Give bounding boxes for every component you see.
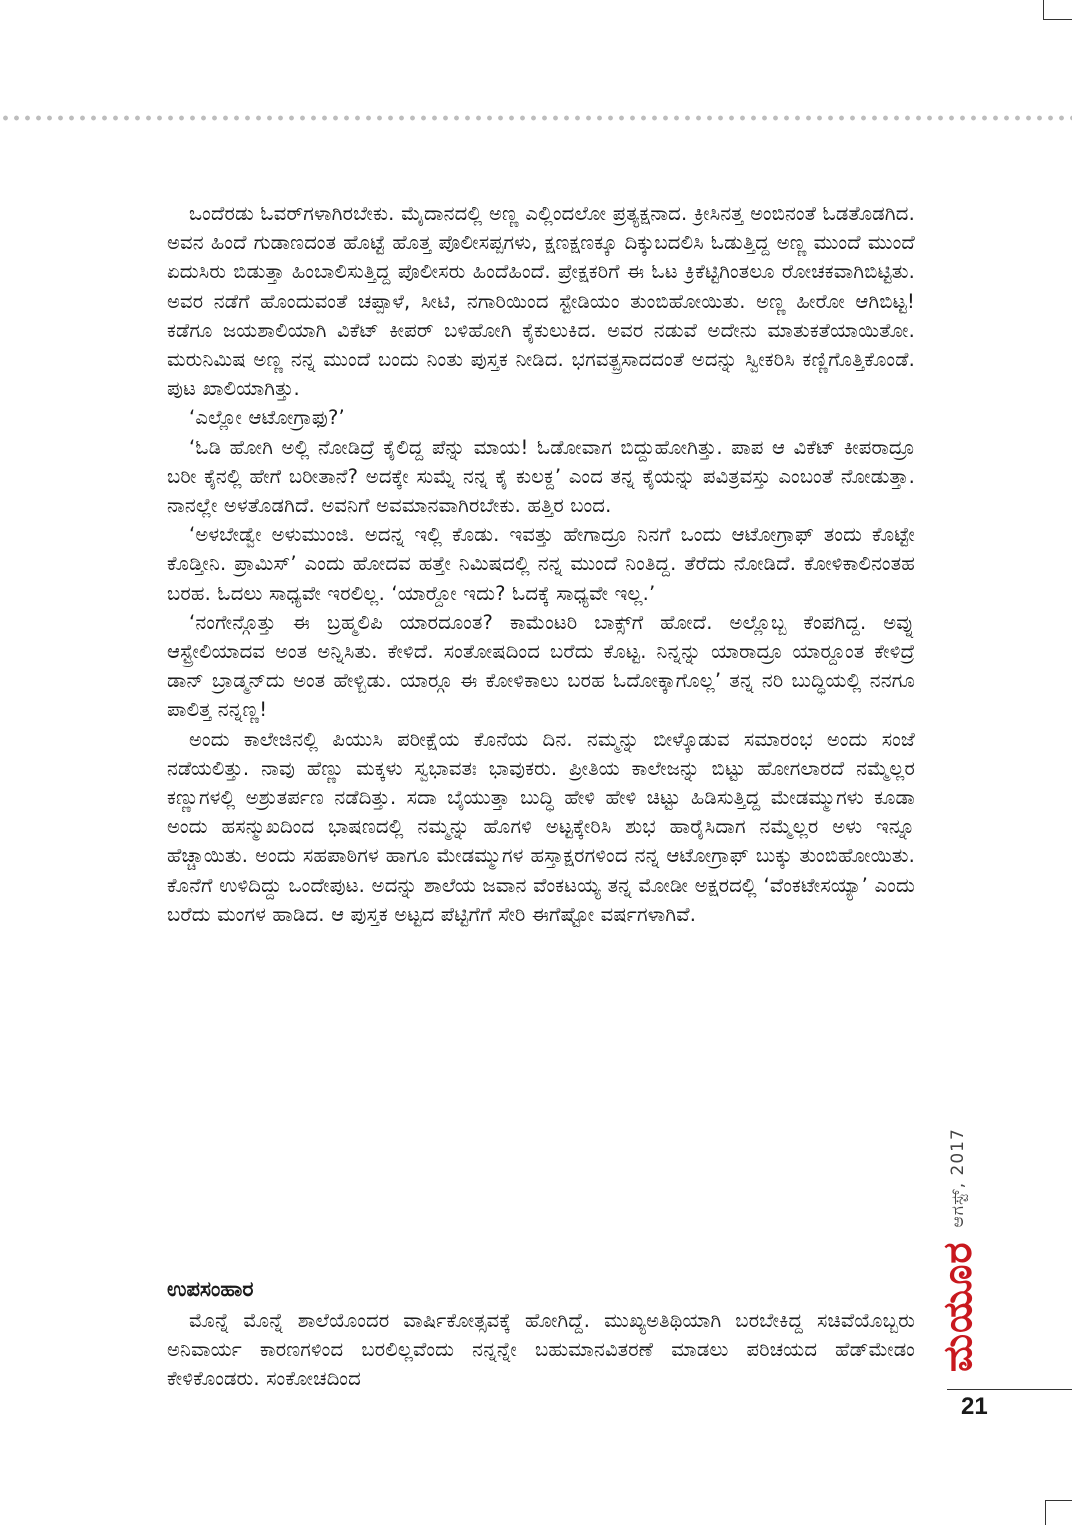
page-number: 21 [961, 1393, 988, 1420]
paragraph-2: ‘ಎಲ್ಲೋ ಆಟೋಗ್ರಾಫು?’ [189, 406, 345, 430]
magazine-sidebar [935, 1128, 981, 1372]
magazine-logo: ಮಯೂರ [935, 1241, 981, 1372]
paragraph-1: ಒಂದೆರಡು ಓವರ್‌ಗಳಾಗಿರಬೇಕು. ಮೈದಾನದಲ್ಲಿ ಅಣ್ಣ ಎಲ್ಲಿಂದಲೋ ಪ್ರತ್ಯಕ್ಷನಾದ. ಕ್ರೀಸಿನತ್ತ ಅಂಬಿನಂತೆ ಓಡತೊಡಗಿದ. ಅವನ ಹಿಂದೆ ಗುಡಾಣದಂತ ಹೊಟ್ಟೆ ಹೊತ್ತ ಪೊಲೀಸಪ್ಪಗಳು, ಕ್ಷಣಕ್ಷಣಕ್ಕೂ ದಿಕ್ಕುಬದಲಿಸಿ ಓಡುತ್ತಿದ್ದ ಅಣ್ಣ ಮುಂದೆ ಮುಂದೆ ಏದುಸಿರು ಬಿಡುತ್ತಾ ಹಿಂಬಾಲಿಸುತ್ತಿದ್ದ ಪೊಲೀಸರು ಹಿಂದೆಹಿಂದೆ. ಪ್ರೇಕ್ಷಕರಿಗೆ ಈ ಓಟ ಕ್ರಿಕೆಟ್ಟಿಗಿಂತಲೂ ರೋಚಕವಾಗಿಬಿಟ್ಟಿತು. ಅವರ ನಡೆಗೆ ಹೊಂದುವಂತೆ ಚಪ್ಪಾಳೆ, ಸೀಟಿ, ನಗಾರಿಯಿಂದ ಸ್ಟೇಡಿಯಂ ತುಂಬಿಹೋಯಿತು. ಅಣ್ಣ ಹೀರೋ ಆಗಿಬಿಟ್ಟ! ಕಡೆಗೂ ಜಯಶಾಲಿಯಾಗಿ ವಿಕೆಟ್ ಕೀಪರ್ ಬಳಿಹೋಗಿ ಕೈಕುಲುಕಿದ. ಅವರ ನಡುವೆ ಅದೇನು ಮಾತುಕತೆಯಾಯಿತೋ. ಮರುನಿಮಿಷ ಅಣ್ಣ ನನ್ನ ಮುಂದೆ ಬಂದು ನಿಂತು ಪುಸ್ತಕ ನೀಡಿದ. ಭಗವತ್ಪ್ರಸಾದದಂತೆ ಅದನ್ನು ಸ್ವೀಕರಿಸಿ ಕಣ್ಣಿಗೊತ್ತಿಕೊಂಡೆ. ಪುಟ ಖಾಲಿಯಾಗಿತ್ತು. [167, 202, 915, 401]
crop-mark-top-right [1043, 0, 1072, 20]
crop-mark-bottom-right [1045, 1500, 1072, 1525]
article-body [167, 199, 915, 929]
section-heading: ಉಪಸಂಹಾರ [167, 1277, 254, 1301]
section-paragraph-1: ಮೊನ್ನೆ ಮೊನ್ನೆ ಶಾಲೆಯೊಂದರ ವಾರ್ಷಿಕೋತ್ಸವಕ್ಕೆ ಹೋಗಿದ್ದೆ. ಮುಖ್ಯಅತಿಥಿಯಾಗಿ ಬರಬೇಕಿದ್ದ ಸಚಿವೆಯೊಬ್ಬರು ಅನಿವಾರ್ಯ ಕಾರಣಗಳಿಂದ ಬರಲಿಲ್ಲವೆಂದು ನನ್ನನ್ನೇ ಬಹುಮಾನವಿತರಣೆ ಮಾಡಲು ಪರಿಚಯದ ಹೆಡ್‌ಮೇಡಂ ಕೇಳಿಕೊಂಡರು. ಸಂಕೋಚದಿಂದ [167, 1309, 915, 1391]
paragraph-5: ‘ನಂಗೇನ್ಗೊತ್ತು ಈ ಬ್ರಹ್ಮಲಿಪಿ ಯಾರದೂಂತ? ಕಾಮೆಂಟರಿ ಬಾಕ್ಸ್‌ಗೆ ಹೋದೆ. ಅಲ್ಲೊಬ್ಬ ಕೆಂಪಗಿದ್ದ. ಅವ್ನು ಆಸ್ಟ್ರೇಲಿಯಾದವ ಅಂತ ಅನ್ನಿಸಿತು. ಕೇಳಿದೆ. ಸಂತೋಷದಿಂದ ಬರೆದು ಕೊಟ್ಟ. ನಿನ್ನನ್ನು ಯಾರಾದ್ರೂ ಯಾರ್‍ದೂಂತ ಕೇಳಿದ್ರೆ ಡಾನ್ ಬ್ರಾಡ್ಮನ್‌ದು ಅಂತ ಹೇಳ್ಬಿಡು. ಯಾರ್‍ಗೂ ಈ ಕೋಳಿಕಾಲು ಬರಹ ಓದೋಕ್ಕಾಗೊಲ್ಲ’ ತನ್ನ ನರಿ ಬುದ್ಧಿಯಲ್ಲಿ ನನಗೂ ಪಾಲಿತ್ತ ನನ್ನಣ್ಣ! [167, 610, 915, 722]
dotted-separator [0, 114, 1072, 122]
paragraph-3: ‘ಓಡಿ ಹೋಗಿ ಅಲ್ಲಿ ನೋಡಿದ್ರೆ ಕೈಲಿದ್ದ ಪೆನ್ನು ಮಾಯ! ಓಡೋವಾಗ ಬಿದ್ದುಹೋಗಿತ್ತು. ಪಾಪ ಆ ವಿಕೆಟ್ ಕೀಪರಾದ್ರೂ ಬರೀ ಕೈನಲ್ಲಿ ಹೇಗೆ ಬರೀತಾನೆ? ಅದಕ್ಕೇ ಸುಮ್ನೆ ನನ್ನ ಕೈ ಕುಲಕ್ದ’ ಎಂದ ತನ್ನ ಕೈಯನ್ನು ಪವಿತ್ರವಸ್ತು ಎಂಬಂತೆ ನೋಡುತ್ತಾ. ನಾನಲ್ಲೇ ಅಳತೊಡಗಿದೆ. ಅವನಿಗೆ ಅವಮಾನವಾಗಿರಬೇಕು. ಹತ್ತಿರ ಬಂದ. [167, 435, 915, 518]
section-body [167, 1306, 915, 1394]
paragraph-4: ‘ಅಳಬೇಡ್ವೇ ಅಳುಮುಂಜಿ. ಅದನ್ನ ಇಲ್ಲಿ ಕೊಡು. ಇವತ್ತು ಹೇಗಾದ್ರೂ ನಿನಗೆ ಒಂದು ಆಟೋಗ್ರಾಫ್ ತಂದು ಕೊಟ್ಟೇ ಕೊಡ್ತೀನಿ. ಪ್ರಾಮಿಸ್’ ಎಂದು ಹೋದವ ಹತ್ತೇ ನಿಮಿಷದಲ್ಲಿ ನನ್ನ ಮುಂದೆ ನಿಂತಿದ್ದ. ತೆರೆದು ನೋಡಿದೆ. ಕೋಳಿಕಾಲಿನಂತಹ ಬರಹ. ಓದಲು ಸಾಧ್ಯವೇ ಇರಲಿಲ್ಲ. ‘ಯಾರ್‍ದೋ ಇದು? ಓದಕ್ಕೆ ಸಾಧ್ಯವೇ ಇಲ್ಲ.’ [167, 523, 915, 605]
issue-date: ಆಗಸ್ಟ್, 2017 [948, 1128, 968, 1228]
page-number-rule [947, 1389, 1072, 1390]
paragraph-6: ಅಂದು ಕಾಲೇಜಿನಲ್ಲಿ ಪಿಯುಸಿ ಪರೀಕ್ಷೆಯ ಕೊನೆಯ ದಿನ. ನಮ್ಮನ್ನು ಬೀಳ್ಕೊಡುವ ಸಮಾರಂಭ ಅಂದು ಸಂಜೆ ನಡೆಯಲಿತ್ತು. ನಾವು ಹೆಣ್ಣು ಮಕ್ಕಳು ಸ್ವಭಾವತಃ ಭಾವುಕರು. ಪ್ರೀತಿಯ ಕಾಲೇಜನ್ನು ಬಿಟ್ಟು ಹೋಗಲಾರದೆ ನಮ್ಮೆಲ್ಲರ ಕಣ್ಣುಗಳಲ್ಲಿ ಅಶ್ರುತರ್ಪಣ ನಡೆದಿತ್ತು. ಸದಾ ಬೈಯುತ್ತಾ ಬುದ್ಧಿ ಹೇಳಿ ಹೇಳಿ ಚಿಟ್ಟು ಹಿಡಿಸುತ್ತಿದ್ದ ಮೇಡಮ್ಮುಗಳು ಕೂಡಾ ಅಂದು ಹಸನ್ಮುಖದಿಂದ ಭಾಷಣದಲ್ಲಿ ನಮ್ಮನ್ನು ಹೊಗಳಿ ಅಟ್ಟಕ್ಕೇರಿಸಿ ಶುಭ ಹಾರೈಸಿದಾಗ ನಮ್ಮೆಲ್ಲರ ಅಳು ಇನ್ನೂ ಹೆಚ್ಚಾಯಿತು. ಅಂದು ಸಹಪಾಠಿಗಳ ಹಾಗೂ ಮೇಡಮ್ಮುಗಳ ಹಸ್ತಾಕ್ಷರಗಳಿಂದ ನನ್ನ ಆಟೋಗ್ರಾಫ್ ಬುಕ್ಕು ತುಂಬಿಹೋಯಿತು. ಕೊನೆಗೆ ಉಳಿದಿದ್ದು ಒಂದೇಪುಟ. ಅದನ್ನು ಶಾಲೆಯ ಜವಾನ ವೆಂಕಟಯ್ಯ ತನ್ನ ಮೋಡೀ ಅಕ್ಷರದಲ್ಲಿ ‘ವೆಂಕಟೇಸಯ್ಯಾ’ ಎಂದು ಬರೆದು ಮಂಗಳ ಹಾಡಿದ. ಆ ಪುಸ್ತಕ ಅಟ್ಟದ ಪೆಟ್ಟಿಗೆಗೆ ಸೇರಿ ಈಗೆಷ್ಟೋ ವರ್ಷಗಳಾಗಿವೆ. [167, 727, 915, 926]
